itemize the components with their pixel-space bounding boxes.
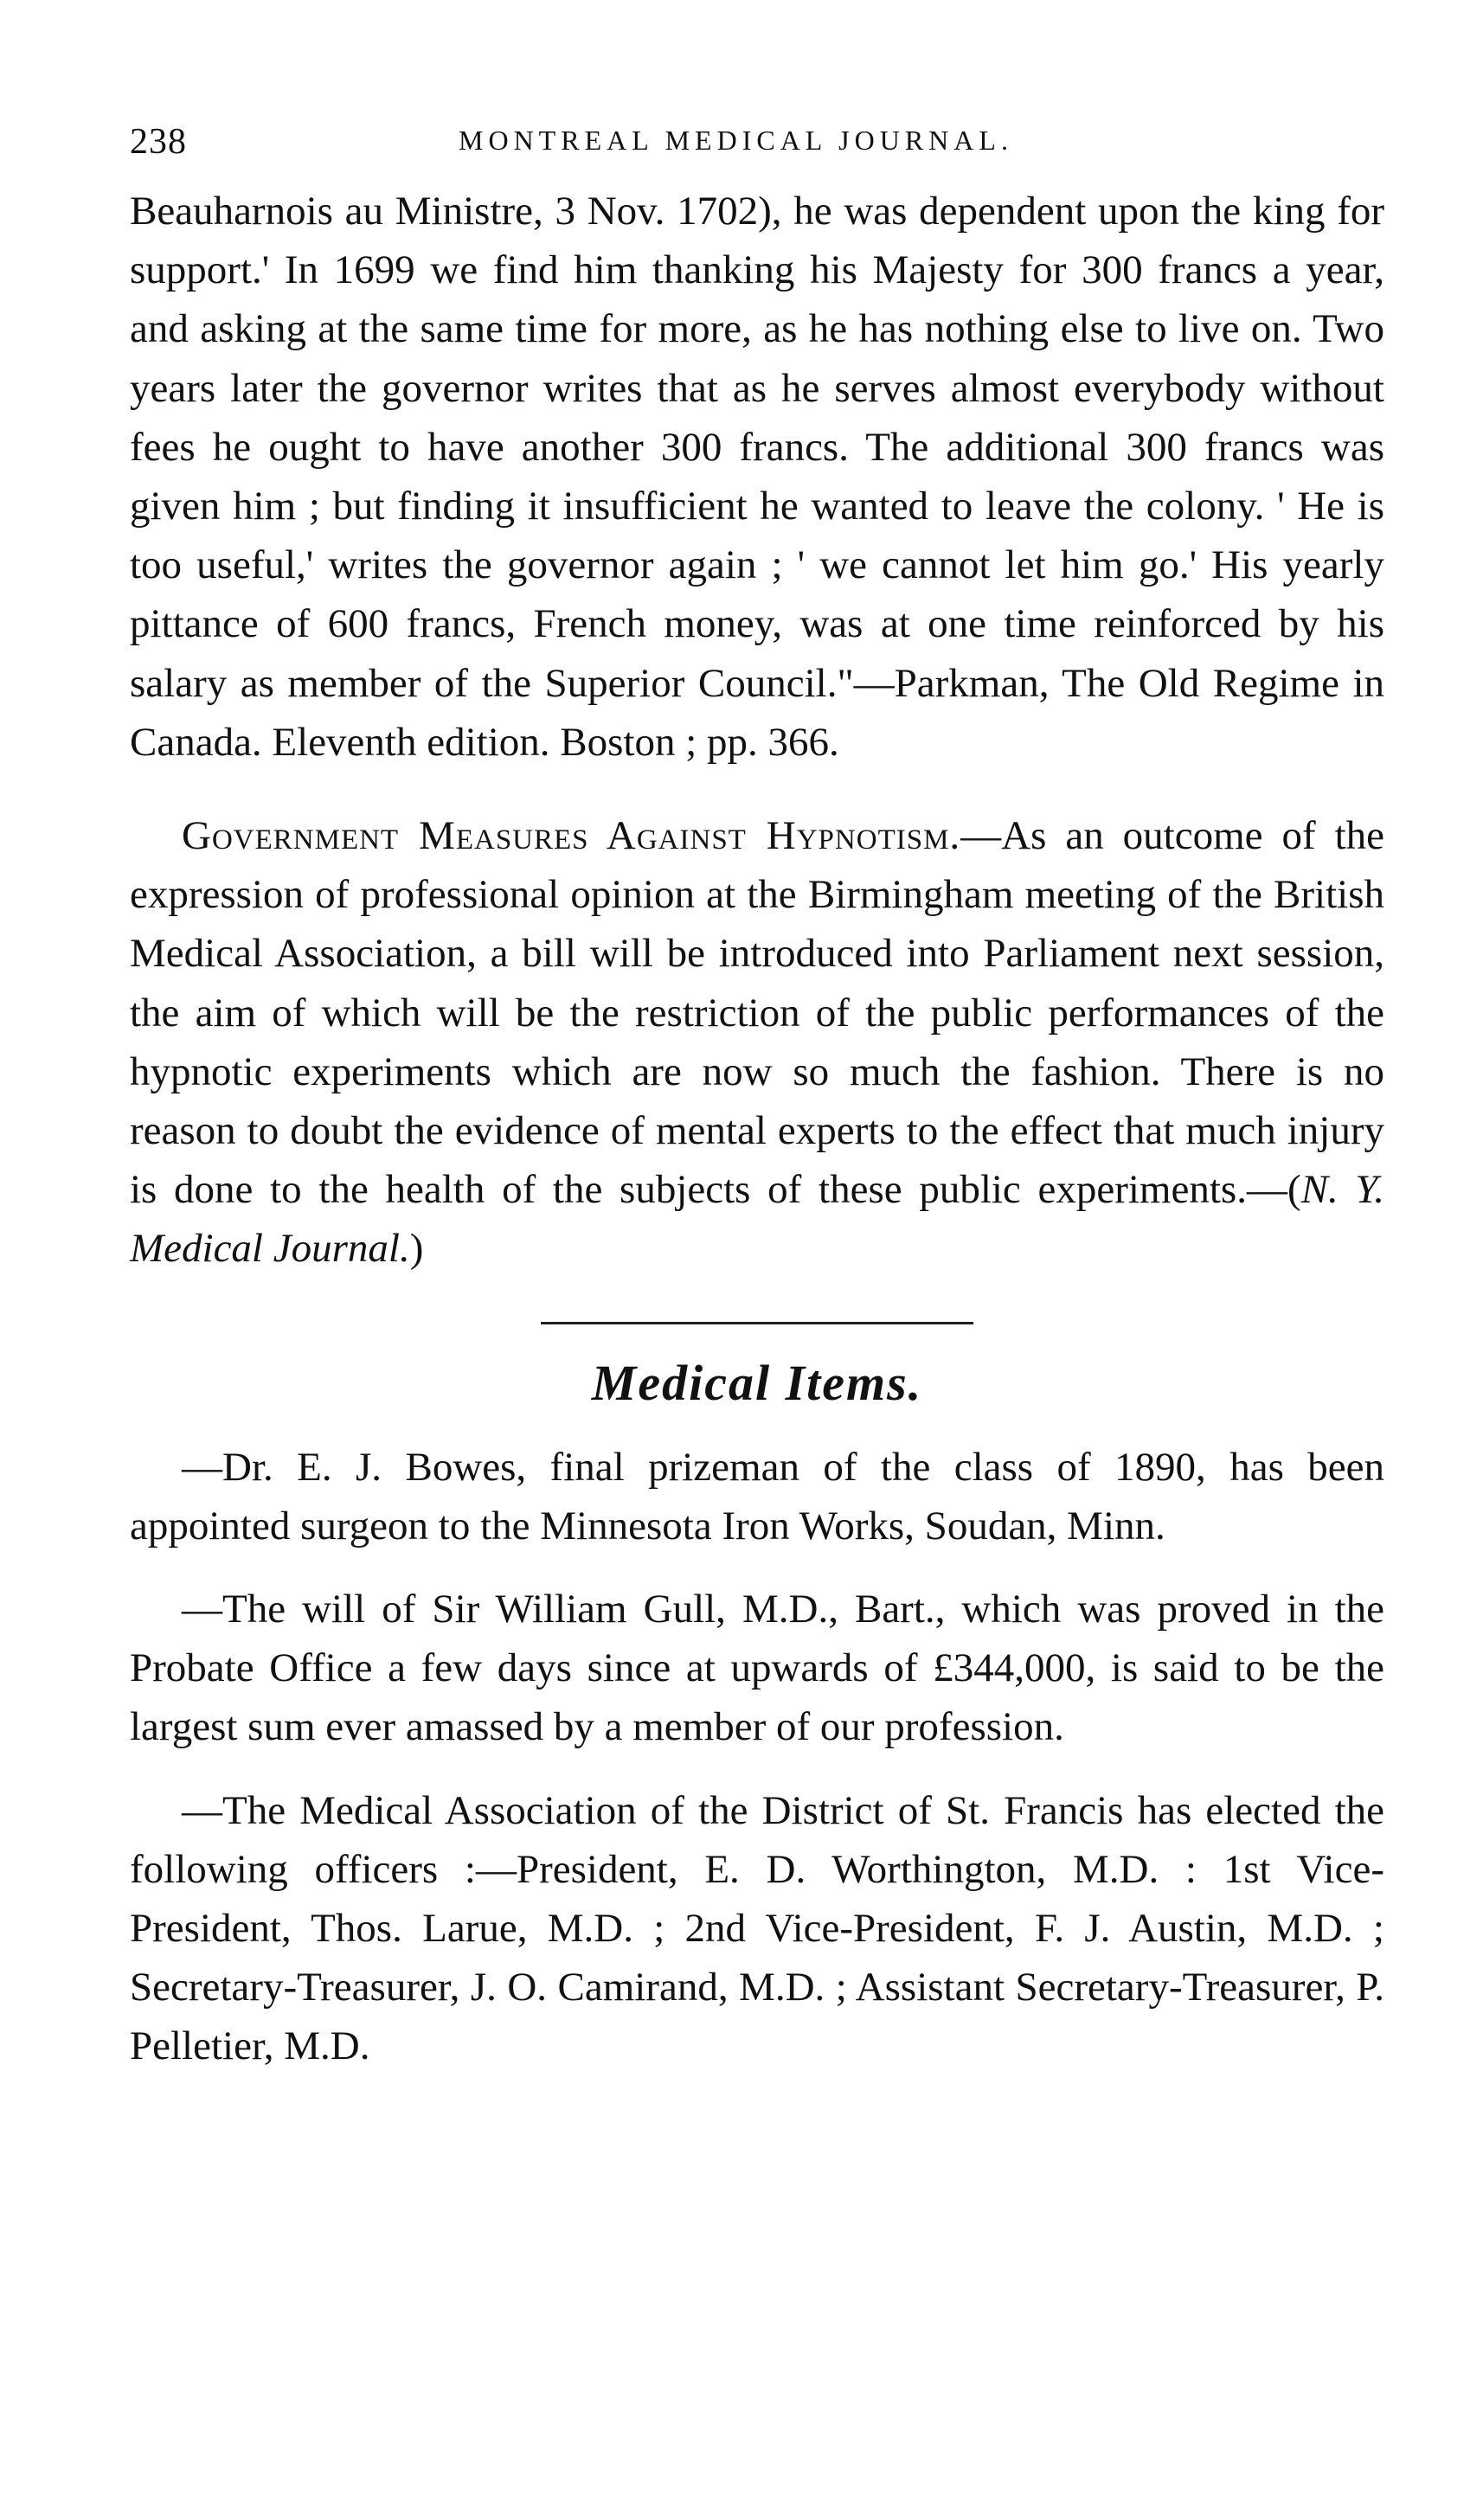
running-head (130, 121, 1384, 182)
medical-item: —Dr. E. J. Bowes, final prizeman of the class of 1890, has been appointed surgeon to the Minnesota Iron Works, Soudan, Minn. (130, 1444, 1384, 1549)
page-number: 238 (130, 122, 187, 162)
journal-page (130, 121, 1384, 2076)
medical-items-heading: Medical Items. (591, 1354, 923, 1411)
hypnotism-source: N. Y. Medical Journal. (130, 1167, 1384, 1272)
hypnotism-heading: Government Measures Against Hypnotism. (182, 813, 961, 859)
medical-item: —The will of Sir William Gull, M.D., Bart., which was proved in the Probate Office a few days since at upwards of £344,000, is said to be the largest sum ever amassed by a member of our profession. (130, 1587, 1384, 1750)
medical-item: —The Medical Association of the District of St. Francis has elected the following officers :—President, E. D. Worthington, M.D. : 1st Vice-President, Thos. Larue, M.D. ; 2nd Vice-President, F. J. Austin, M.D. ; Secretary-Treasurer, J. O. Camirand, M.D. ; Assistant Secretary-Treasurer, P. Pelletier, M.D. (130, 1787, 1384, 2069)
hypnotism-text: —As an outcome of the expression of professional opinion at the Birmingham meeting of the British Medical Association, a bill will be introduced into Parliament next session, the aim of which will be the restriction of the public performances of the hypnotic experiments which are now so much the fashion. There is no reason to doubt the evidence of mental experts to the effect that much injury is done to the health of the subjects of these public experiments.—( (130, 813, 1384, 1213)
continued-paragraph: Beauharnois au Ministre, 3 Nov. 1702), he was dependent upon the king for support.' In 1699 we find him thanking his Majesty for 300 francs a year, and asking at the same time for more, as he has nothing else to live on. Two years later the governor writes that as he serves almost everybody without fees he ought to have another 300 francs. The additional 300 francs was given him ; but finding it insufficient he wanted to leave the colony. ' He is too useful,' writes the governor again ; ' we cannot let him go.' His yearly pittance of 600 francs, French money, was at one time reinforced by his salary as member of the Superior Council."—Parkman, The Old Regime in Canada. Eleventh edition. Boston ; pp. 366. (130, 189, 1384, 765)
section-divider (541, 1322, 973, 1324)
hypnotism-closing: ) (409, 1226, 424, 1272)
journal-title: MONTREAL MEDICAL JOURNAL. (459, 125, 1013, 156)
hypnotism-article (130, 806, 1384, 1279)
